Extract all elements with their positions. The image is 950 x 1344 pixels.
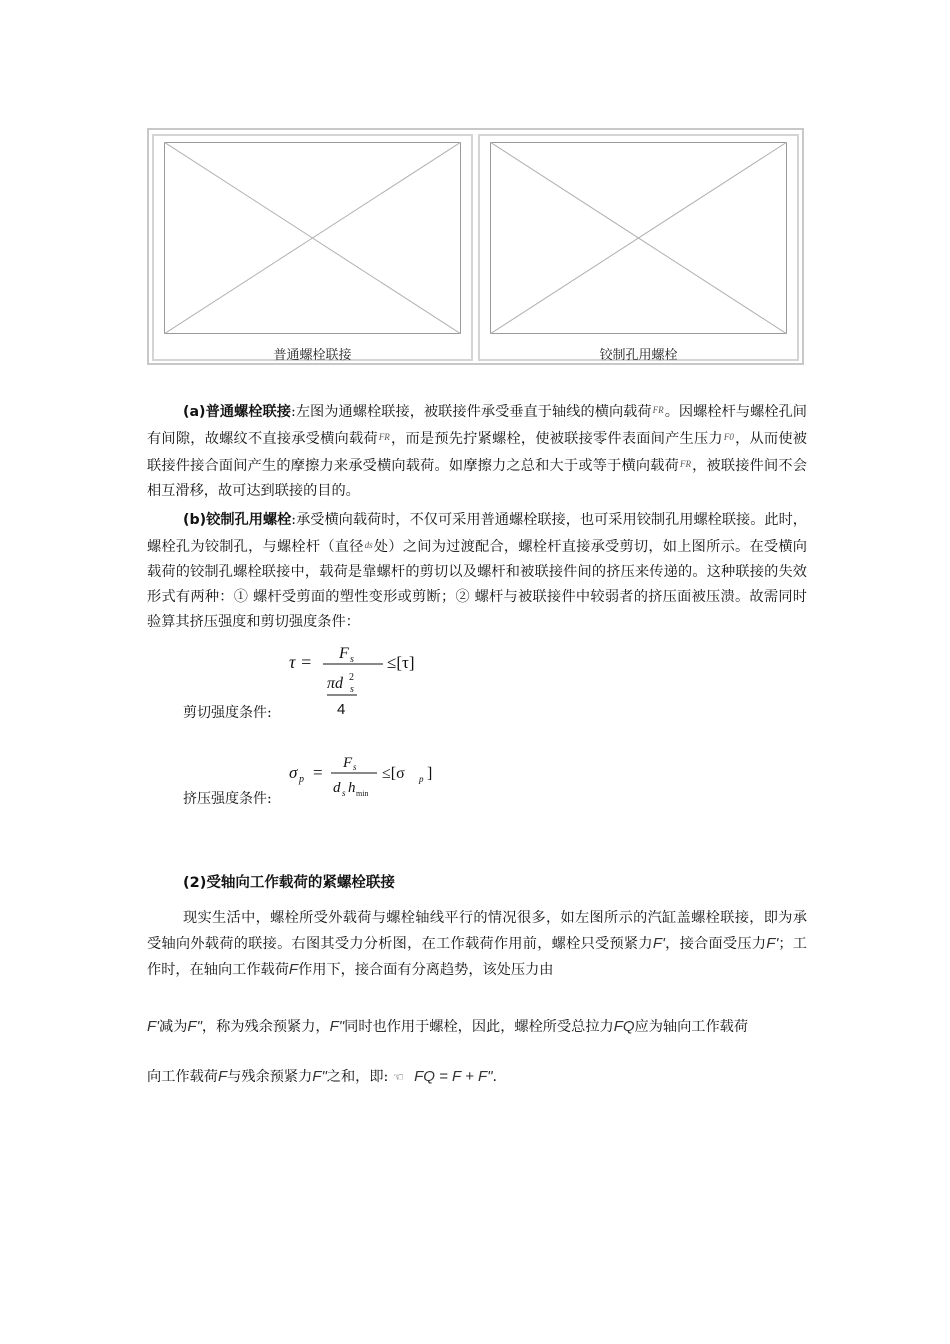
bearing-num-sub: s (353, 762, 357, 772)
total-tension-equation: FQ = F + F" (414, 1068, 493, 1085)
s2-end: . (492, 1069, 498, 1085)
bearing-den-h: h (348, 780, 356, 796)
bearing-den-d: d (333, 780, 341, 796)
image-placeholder-left (164, 142, 461, 334)
bearing-label: 挤压强度条件: (183, 791, 272, 807)
bearing-num: F (343, 755, 353, 771)
symbol-f-double-prime: F" (312, 1068, 327, 1085)
section-2-heading: (2)受轴向工作载荷的紧螺栓联接 (183, 875, 395, 891)
shear-den-sup: 2 (349, 672, 354, 683)
para-a-text-1: :左图为通螺栓联接，被联接件承受垂直于轴线的横向载荷 (291, 404, 652, 420)
section-2-paragraph-cont (147, 1014, 807, 1040)
s2-text-8b: 向 (147, 1069, 162, 1085)
symbol-fq: FQ (613, 1018, 635, 1035)
s2-text-10: 之和，即: (326, 1069, 389, 1085)
bearing-den-h-sub: min (356, 789, 369, 798)
s2-text-4: 作用下，接合面有分离趋势，该处压力由 (298, 962, 554, 978)
symbol-fr: FR (378, 432, 390, 442)
para-b-text-1: :承受横向载荷时，不仅可采用普通螺栓联接，也可采用铰制孔用螺栓联接。此时，螺栓孔为铰制孔，与螺栓杆（直径 (147, 512, 807, 555)
shear-label: 剪切强度条件: (183, 705, 272, 721)
hand-icon: ☜ (392, 1070, 404, 1084)
shear-num: F (339, 645, 349, 662)
bearing-den-d-sub: s (342, 788, 346, 798)
bearing-lhs-sub: p (299, 774, 304, 785)
bearing-lhs: σ (289, 763, 298, 782)
para-a-label: (a)普通螺栓联接 (183, 404, 291, 420)
s2-text-7: 同时也作用于螺栓，因此，螺栓所受总拉力 (344, 1019, 614, 1035)
symbol-f0: F0 (723, 432, 734, 442)
symbol-f-prime: F' (766, 935, 779, 952)
symbol-f-prime: F' (147, 1018, 160, 1035)
para-a-text-5: ，被联接件间不会相互滑移，故可达到联接的目的。 (147, 458, 807, 499)
symbol-f: F (217, 1068, 228, 1085)
bearing-rhs-end: ] (427, 765, 433, 782)
bearing-rhs-sub: p (419, 774, 424, 784)
s2-text-6: ，称为残余预紧力， (201, 1019, 330, 1035)
section-2-paragraph-end (147, 1064, 807, 1090)
bearing-rhs: ≤[σ (382, 765, 405, 782)
figure-caption-left: 普通螺栓联接 (273, 348, 352, 363)
figure-caption-right: 铰制孔用螺栓 (599, 348, 678, 363)
shear-den-sub: s (350, 684, 354, 695)
symbol-f-prime: F' (652, 935, 665, 952)
s2-text-3: ；工作时，在轴向工作载荷 (147, 936, 807, 978)
symbol-ds: ds (364, 540, 373, 550)
s2-text-8: 应为轴向工作载荷 (634, 1019, 749, 1035)
s2-text-9: 与残余预紧力 (227, 1069, 313, 1085)
shear-lhs: τ = (289, 652, 313, 672)
s2-text-5: 减为 (159, 1019, 188, 1035)
symbol-f-double-prime: F" (187, 1018, 202, 1035)
s2-text-2: ，接合面受压力 (664, 936, 767, 952)
paragraph-a (147, 398, 807, 504)
para-a-text-2: 。因螺栓杆与螺栓孔间有间隙，故螺纹不直接承受横向载荷 (147, 404, 807, 447)
s2-text-1: 现实生活中，螺栓所受外载荷与螺栓轴线平行的情况很多，如左图所示的汽缸盖螺栓联接，即为承受轴向外载荷的联接。右图其受力分析图，在工作载荷作用前，螺栓只受预紧力 (147, 910, 807, 952)
shear-rhs: ≤[τ] (387, 653, 415, 672)
para-b-text-2: 处）之间为过渡配合，螺栓杆直接承受剪切，如上图所示。在受横向载荷的铰制孔螺栓联接中，载荷是靠螺杆的剪切以及螺杆和被联接件间的挤压来传递的。这种联接的失效形式有两种：① 螺杆受剪面的塑性变形或剪断；② 螺杆与被联接件中较弱者的挤压面被压溃。故需同时验算其挤压强度和剪切强度条件： (147, 539, 807, 630)
symbol-fr: FR (652, 405, 664, 415)
paragraph-b (147, 508, 807, 635)
figure-cell-right (478, 134, 799, 361)
bearing-formula (287, 752, 457, 804)
shear-den: πd (327, 675, 344, 692)
para-b-label: (b)铰制孔用螺栓 (183, 512, 292, 528)
para-a-text-4: ，从而使被联接件接合面间产生的摩擦力来承受横向载荷。如摩擦力之总和大于或等于横向载荷 (147, 431, 807, 474)
shear-den-2: 4 (337, 701, 346, 718)
s2-text-8c: 工作载荷 (161, 1069, 218, 1085)
symbol-f: F (288, 961, 299, 978)
symbol-f-double-prime: F" (329, 1018, 345, 1035)
shear-num-sub: s (350, 654, 354, 665)
para-a-text-3: ，而是预先拧紧螺栓，使被联接零件表面间产生压力 (390, 431, 723, 447)
image-placeholder-right (490, 142, 787, 334)
figure-cell-left (152, 134, 473, 361)
symbol-fr: FR (679, 459, 691, 469)
section-2-paragraph (147, 905, 807, 983)
bearing-eq: = (313, 763, 323, 782)
shear-formula (287, 640, 437, 720)
figure-table (147, 128, 804, 365)
